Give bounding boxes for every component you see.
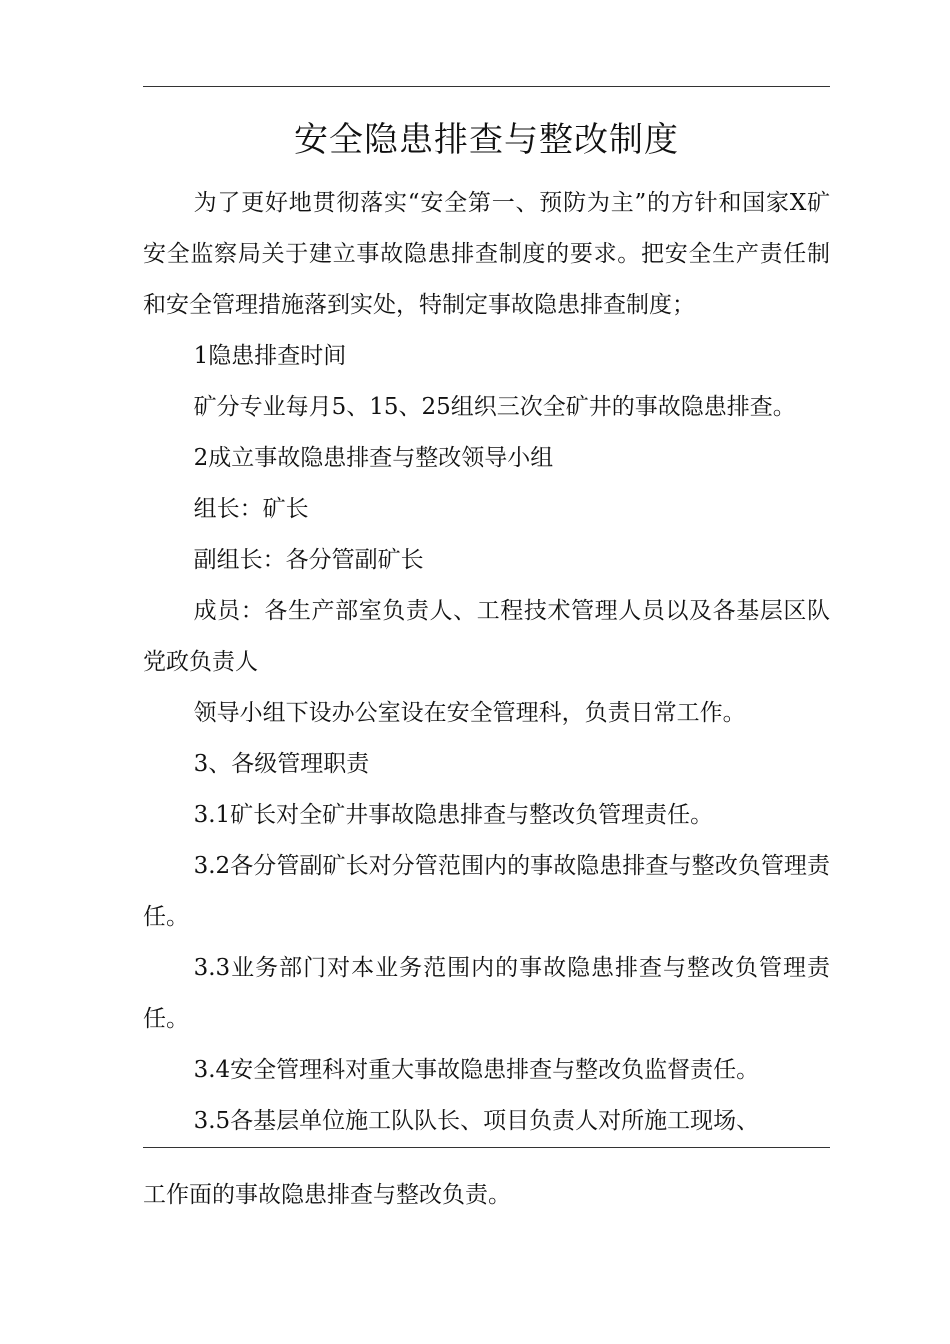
footer-rule — [143, 1147, 830, 1148]
continuation-text: 工作面的事故隐患排查与整改负责。 — [143, 1182, 511, 1208]
section-1-heading: 1隐患排查时间 — [193, 343, 347, 369]
duty-3-3: 3.3业务部门对本业务范围内的事故隐患排查与整改负管理责任。 — [143, 955, 830, 1032]
duty-3-4: 3.4安全管理科对重大事故隐患排查与整改负监督责任。 — [193, 1057, 760, 1083]
team-deputy: 副组长：各分管副矿长 — [193, 547, 424, 573]
duty-3-2: 3.2各分管副矿长对分管范围内的事故隐患排查与整改负管理责任。 — [143, 853, 830, 930]
section-1-text: 矿分专业每月5、15、25组织三次全矿井的事故隐患排查。 — [193, 394, 796, 420]
team-leader: 组长：矿长 — [193, 496, 309, 522]
document-title: 安全隐患排查与整改制度 — [294, 120, 679, 160]
header-rule — [143, 86, 830, 87]
section-2-heading: 2成立事故隐患排查与整改领导小组 — [193, 445, 554, 471]
intro-paragraph: 为了更好地贯彻落实“安全第一、预防为主”的方针和国家X矿安全监察局关于建立事故隐患排查制度的要求。把安全生产责任制和安全管理措施落到实处，特制定事故隐患排查制度； — [143, 190, 830, 318]
document-body — [143, 178, 830, 1147]
duty-3-5: 3.5各基层单位施工队队长、项目负责人对所施工现场、 — [193, 1108, 760, 1134]
duty-3-1: 3.1矿长对全矿井事故隐患排查与整改负管理责任。 — [193, 802, 714, 828]
office-note: 领导小组下设办公室设在安全管理科，负责日常工作。 — [193, 700, 746, 726]
team-members: 成员：各生产部室负责人、工程技术管理人员以及各基层区队党政负责人 — [143, 598, 830, 675]
section-3-heading: 3、各级管理职责 — [193, 751, 370, 777]
